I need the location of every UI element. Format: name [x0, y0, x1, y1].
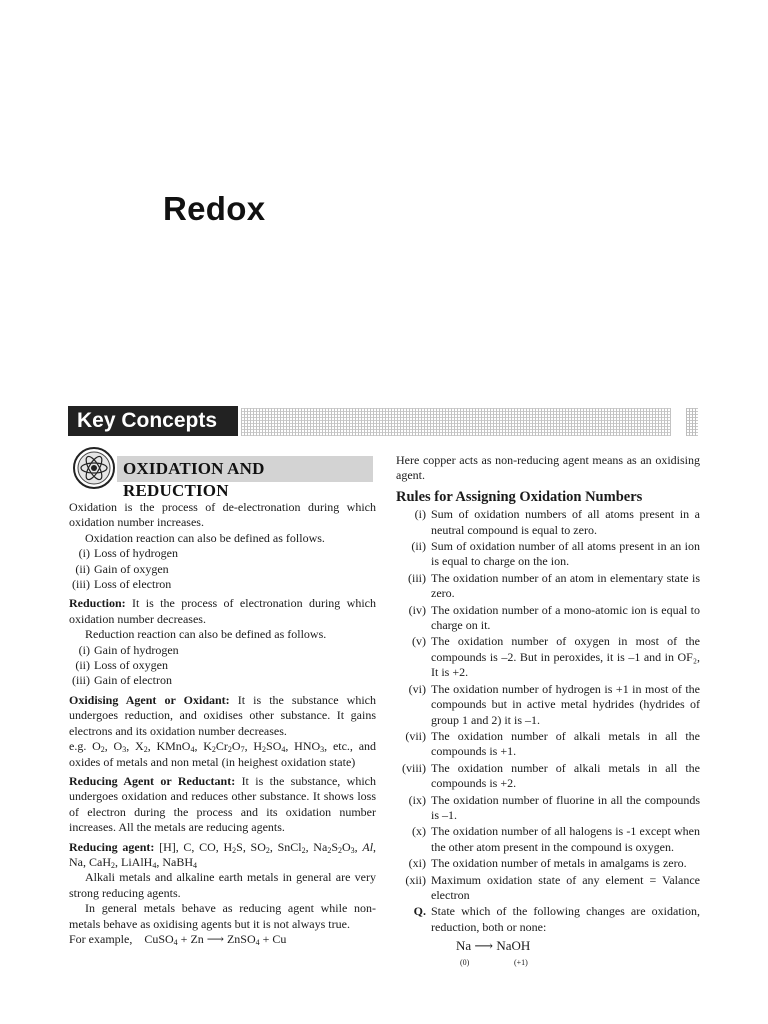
list-item: (iii) Gain of electron	[72, 673, 172, 688]
reduction-definition: Reduction: It is the process of electronation during which oxidation number decreases.	[69, 596, 376, 626]
list-item: (ii) Loss of oxygen	[75, 658, 168, 673]
list-item: (i) Loss of hydrogen	[78, 546, 178, 561]
alkali-metals-text: Alkali metals and alkaline earth metals in general are very strong reducing agents.	[69, 870, 376, 900]
reducing-agent-examples: Reducing agent: [H], C, CO, $H_2S$, $SO_2$, SnCl$_2$, $Na_2S_2O_3$, Al, Na, CaH$_2$, LiAlH$_4$, NaBH$_4$	[69, 839, 377, 870]
list-item: (i) Gain of hydrogen	[78, 642, 179, 657]
reduction-also: Reduction reaction can also be defined as follows.	[85, 627, 327, 642]
key-concepts-pattern-right	[686, 408, 698, 436]
rule-item: (v) The oxidation number of oxygen in most of the compounds is –2. But in peroxides, it is –1 and in OF₂, It is +2.	[412, 634, 700, 680]
rule-item: (xii) Maximum oxidation state of any element = Valance electron	[405, 872, 700, 902]
chapter-title: Redox	[163, 190, 266, 227]
right-column	[396, 453, 700, 968]
rule-item: (ix) The oxidation number of fluorine in all the compounds is –1.	[408, 792, 700, 822]
list-item: (ii) Gain of oxygen	[75, 561, 169, 576]
oxidation-reaction: Na ⟶ NaOH (0) (+1)	[456, 938, 700, 968]
rule-item: (xi) The oxidation number of metals in amalgams is zero.	[408, 856, 687, 871]
reduction-list	[69, 643, 376, 689]
key-concepts-banner: Key Concepts	[68, 406, 238, 436]
key-concepts-pattern	[241, 408, 671, 436]
example-reaction: For example, CuSO$_4$ + Zn ⟶ ZnSO$_4$ + Cu	[69, 931, 287, 947]
oxidation-list	[69, 546, 376, 592]
rule-item: (iv) The oxidation number of a mono-atomic ion is equal to charge on it.	[408, 602, 700, 633]
oxidising-examples: e.g. $O_2$, $O_3$, $X_2$, KMnO$_4$, $K_2Cr_2O_7$, $H_2SO_4$, $HNO_3$, etc., and oxides of metals and non metal (in heighest oxidation state)	[69, 739, 377, 769]
list-item: (iii) Loss of electron	[72, 577, 172, 592]
atom-icon	[73, 447, 115, 489]
rule-item: (vii) The oxidation number of alkali metals in all the compounds is +1.	[405, 728, 700, 759]
rule-item: (viii) The oxidation number of alkali metals in all the compounds is +2.	[402, 760, 700, 791]
oxidation-also: Oxidation reaction can also be defined as follows.	[85, 530, 325, 545]
left-column	[69, 500, 376, 947]
copper-text: Here copper acts as non-reducing agent means as an oxidising agent.	[396, 453, 700, 483]
oxidation-definition: Oxidation is the process of de-electronation during which oxidation number increases.	[69, 500, 376, 530]
rules-list	[396, 507, 700, 903]
rule-item: (i) Sum of oxidation numbers of all atoms present in a neutral compound is equal to zero.	[414, 507, 700, 537]
rule-item: (x) The oxidation number of all halogens is -1 except when the other atom present in the compound is oxygen.	[412, 824, 700, 854]
section-title: OXIDATION AND REDUCTION	[123, 459, 265, 500]
rule-item: (ii) Sum of oxidation number of all atoms present in an ion is equal to charge on the ion.	[411, 539, 700, 569]
oxidising-agent-definition: Oxidising Agent or Oxidant: It is the substance which undergoes reduction, and oxidises other substance. It gains electrons and its oxidation number decreases.	[69, 692, 376, 738]
section-header	[73, 447, 373, 500]
rule-item: (iii) The oxidation number of an atom in elementary state is zero.	[408, 570, 700, 601]
rules-title: Rules for Assigning Oxidation Numbers	[396, 488, 643, 505]
question: Q. State which of the following changes are oxidation, reduction, both or none:	[413, 904, 700, 934]
left-oxidation-state: (0)	[460, 958, 470, 968]
general-metals-text: In general metals behave as reducing agent while non-metals behave as oxidising agents but it is not always true.	[69, 901, 376, 931]
right-oxidation-state: (+1)	[514, 958, 528, 968]
reducing-agent-definition: Reducing Agent or Reductant: It is the substance, which undergoes oxidation and reduces other substance. It shows loss of electron during the process and its oxidation number increases. All the metals are reducing agents.	[69, 773, 376, 835]
rule-item: (vi) The oxidation number of hydrogen is +1 in most of the compounds but in active metal hydrides (hydrides of group 1 and 2) it is –1.	[408, 681, 700, 727]
